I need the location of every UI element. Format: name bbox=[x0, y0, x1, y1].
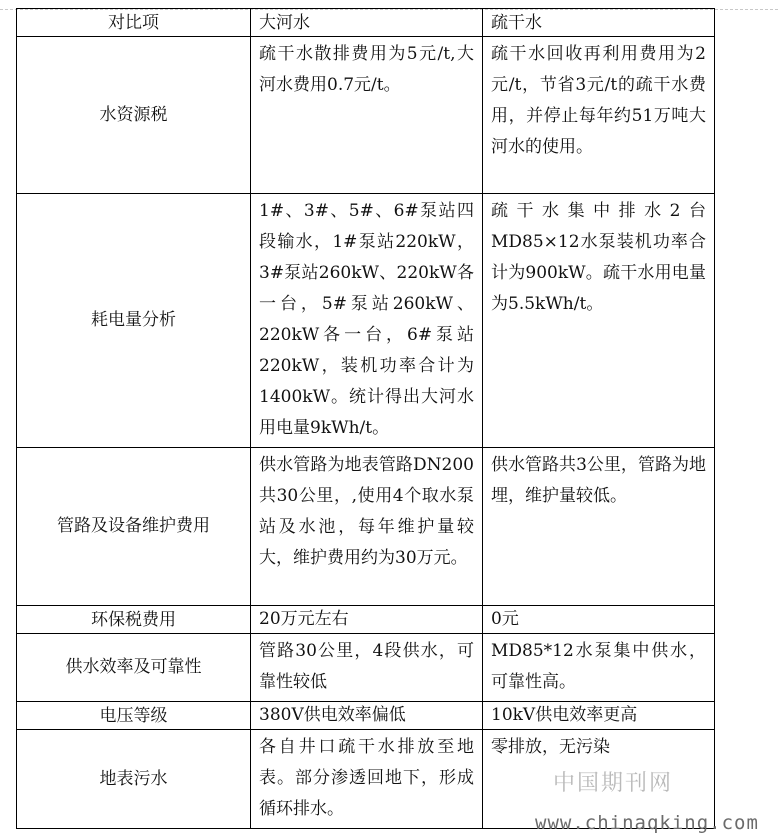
watermark-url: www.chinaqking.com bbox=[535, 812, 759, 834]
row-item-label: 电压等级 bbox=[17, 702, 251, 730]
shugan-cell: 供水管路共3公里，管路为地埋，维护量较低。 bbox=[483, 448, 715, 606]
row-item-label: 供水效率及可靠性 bbox=[17, 634, 251, 702]
shugan-cell: 0元 bbox=[483, 606, 715, 634]
dahe-cell: 各自井口疏干水排放至地表。部分渗透回地下，形成循环排水。 bbox=[251, 730, 483, 829]
table-row bbox=[17, 448, 715, 606]
row-item-label: 环保税费用 bbox=[17, 606, 251, 634]
row-item-label: 水资源税 bbox=[17, 37, 251, 194]
comparison-table bbox=[16, 8, 715, 829]
shugan-cell: 疏干水集中排水2台MD85×12水泵装机功率合计为900kW。疏干水用电量为5.5kWh/t。 bbox=[483, 194, 715, 448]
dahe-cell: 20万元左右 bbox=[251, 606, 483, 634]
table-header-row bbox=[17, 9, 715, 37]
shugan-cell: 10kV供电效率更高 bbox=[483, 702, 715, 730]
header-item: 对比项 bbox=[17, 9, 251, 37]
row-item-label: 地表污水 bbox=[17, 730, 251, 829]
header-shugan-water: 疏干水 bbox=[483, 9, 715, 37]
dahe-cell: 疏干水散排费用为5元/t,大河水费用0.7元/t。 bbox=[251, 37, 483, 194]
dahe-cell: 管路30公里，4段供水，可靠性较低 bbox=[251, 634, 483, 702]
dahe-cell: 供水管路为地表管路DN200共30公里，,使用4个取水泵站及水池，每年维护量较大，维护费用约为30万元。 bbox=[251, 448, 483, 606]
table-row bbox=[17, 702, 715, 730]
dahe-cell: 1#、3#、5#、6#泵站四段输水，1#泵站220kW，3#泵站260kW、220kW各一台，5#泵站260kW、220kW各一台，6#泵站220kW，装机功率合计为1400kW。统计得出大河水用电量9kWh/t。 bbox=[251, 194, 483, 448]
row-item-label: 耗电量分析 bbox=[17, 194, 251, 448]
row-item-label: 管路及设备维护费用 bbox=[17, 448, 251, 606]
shugan-cell: 零排放，无污染 bbox=[483, 730, 715, 829]
table-row bbox=[17, 606, 715, 634]
table-row bbox=[17, 634, 715, 702]
table-row bbox=[17, 37, 715, 194]
shugan-cell: 疏干水回收再利用费用为2元/t，节省3元/t的疏干水费用，并停止每年约51万吨大河水的使用。 bbox=[483, 37, 715, 194]
watermark-site-name: 中国期刊网 bbox=[553, 771, 674, 796]
table-row bbox=[17, 194, 715, 448]
dahe-cell: 380V供电效率偏低 bbox=[251, 702, 483, 730]
shugan-cell: MD85*12水泵集中供水，可靠性高。 bbox=[483, 634, 715, 702]
header-dahe-water: 大河水 bbox=[251, 9, 483, 37]
